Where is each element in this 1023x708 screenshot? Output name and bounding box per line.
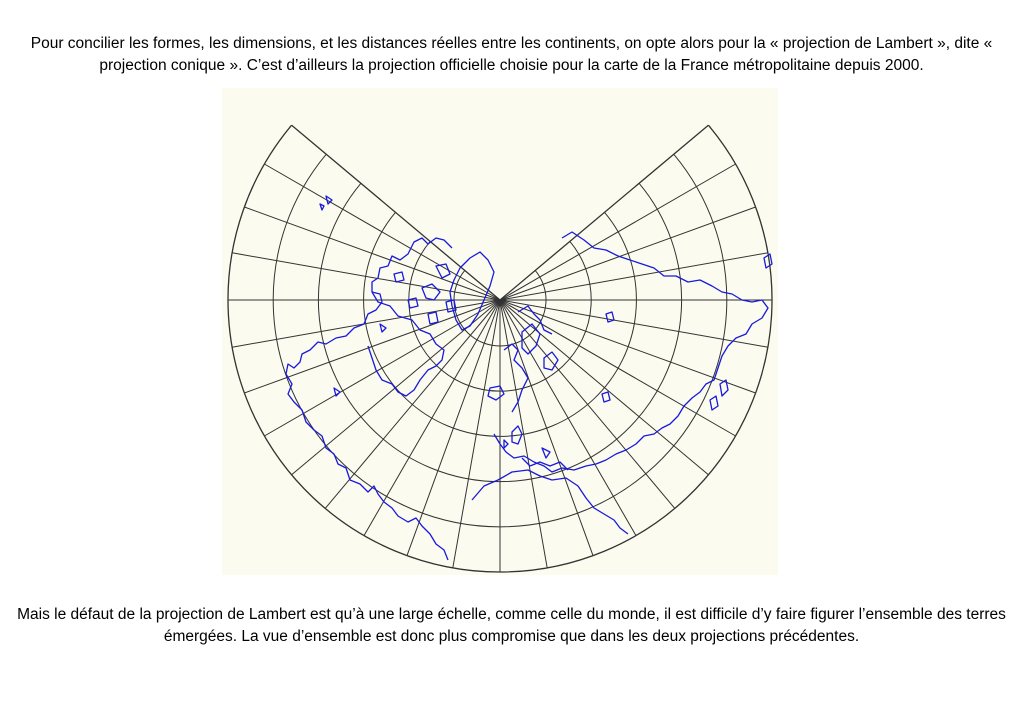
map-svg (222, 88, 778, 575)
lambert-projection-map (222, 88, 778, 575)
coastline-africa (472, 470, 628, 534)
meridian-line (500, 300, 593, 556)
coastlines (286, 196, 772, 560)
intro-paragraph: Pour concilier les formes, les dimensions, et les distances réelles entre les continents, on opte alors pour la « projection de Lambert », dite « projection conique ». C’est d’ailleurs la projection officielle choisie pour la carte de la France métropolitaine depuis 2000. (30, 35, 993, 74)
meridian-line (407, 300, 500, 556)
meridian-line (500, 125, 708, 300)
meridian-line (500, 207, 756, 300)
coastline-eurasia (494, 232, 768, 472)
meridian-line (244, 300, 500, 393)
outro-paragraph: Mais le défaut de la projection de Lambert est qu’à une large échelle, comme celle du monde, il est difficile d’y faire figurer l’ensemble des terres émergées. La vue d’ensemble est donc plus compromise que dans les deux projections précédentes. (17, 606, 1006, 645)
meridian-line (500, 300, 756, 393)
graticule (228, 125, 772, 572)
coastline-west-coast-islands (320, 196, 386, 396)
